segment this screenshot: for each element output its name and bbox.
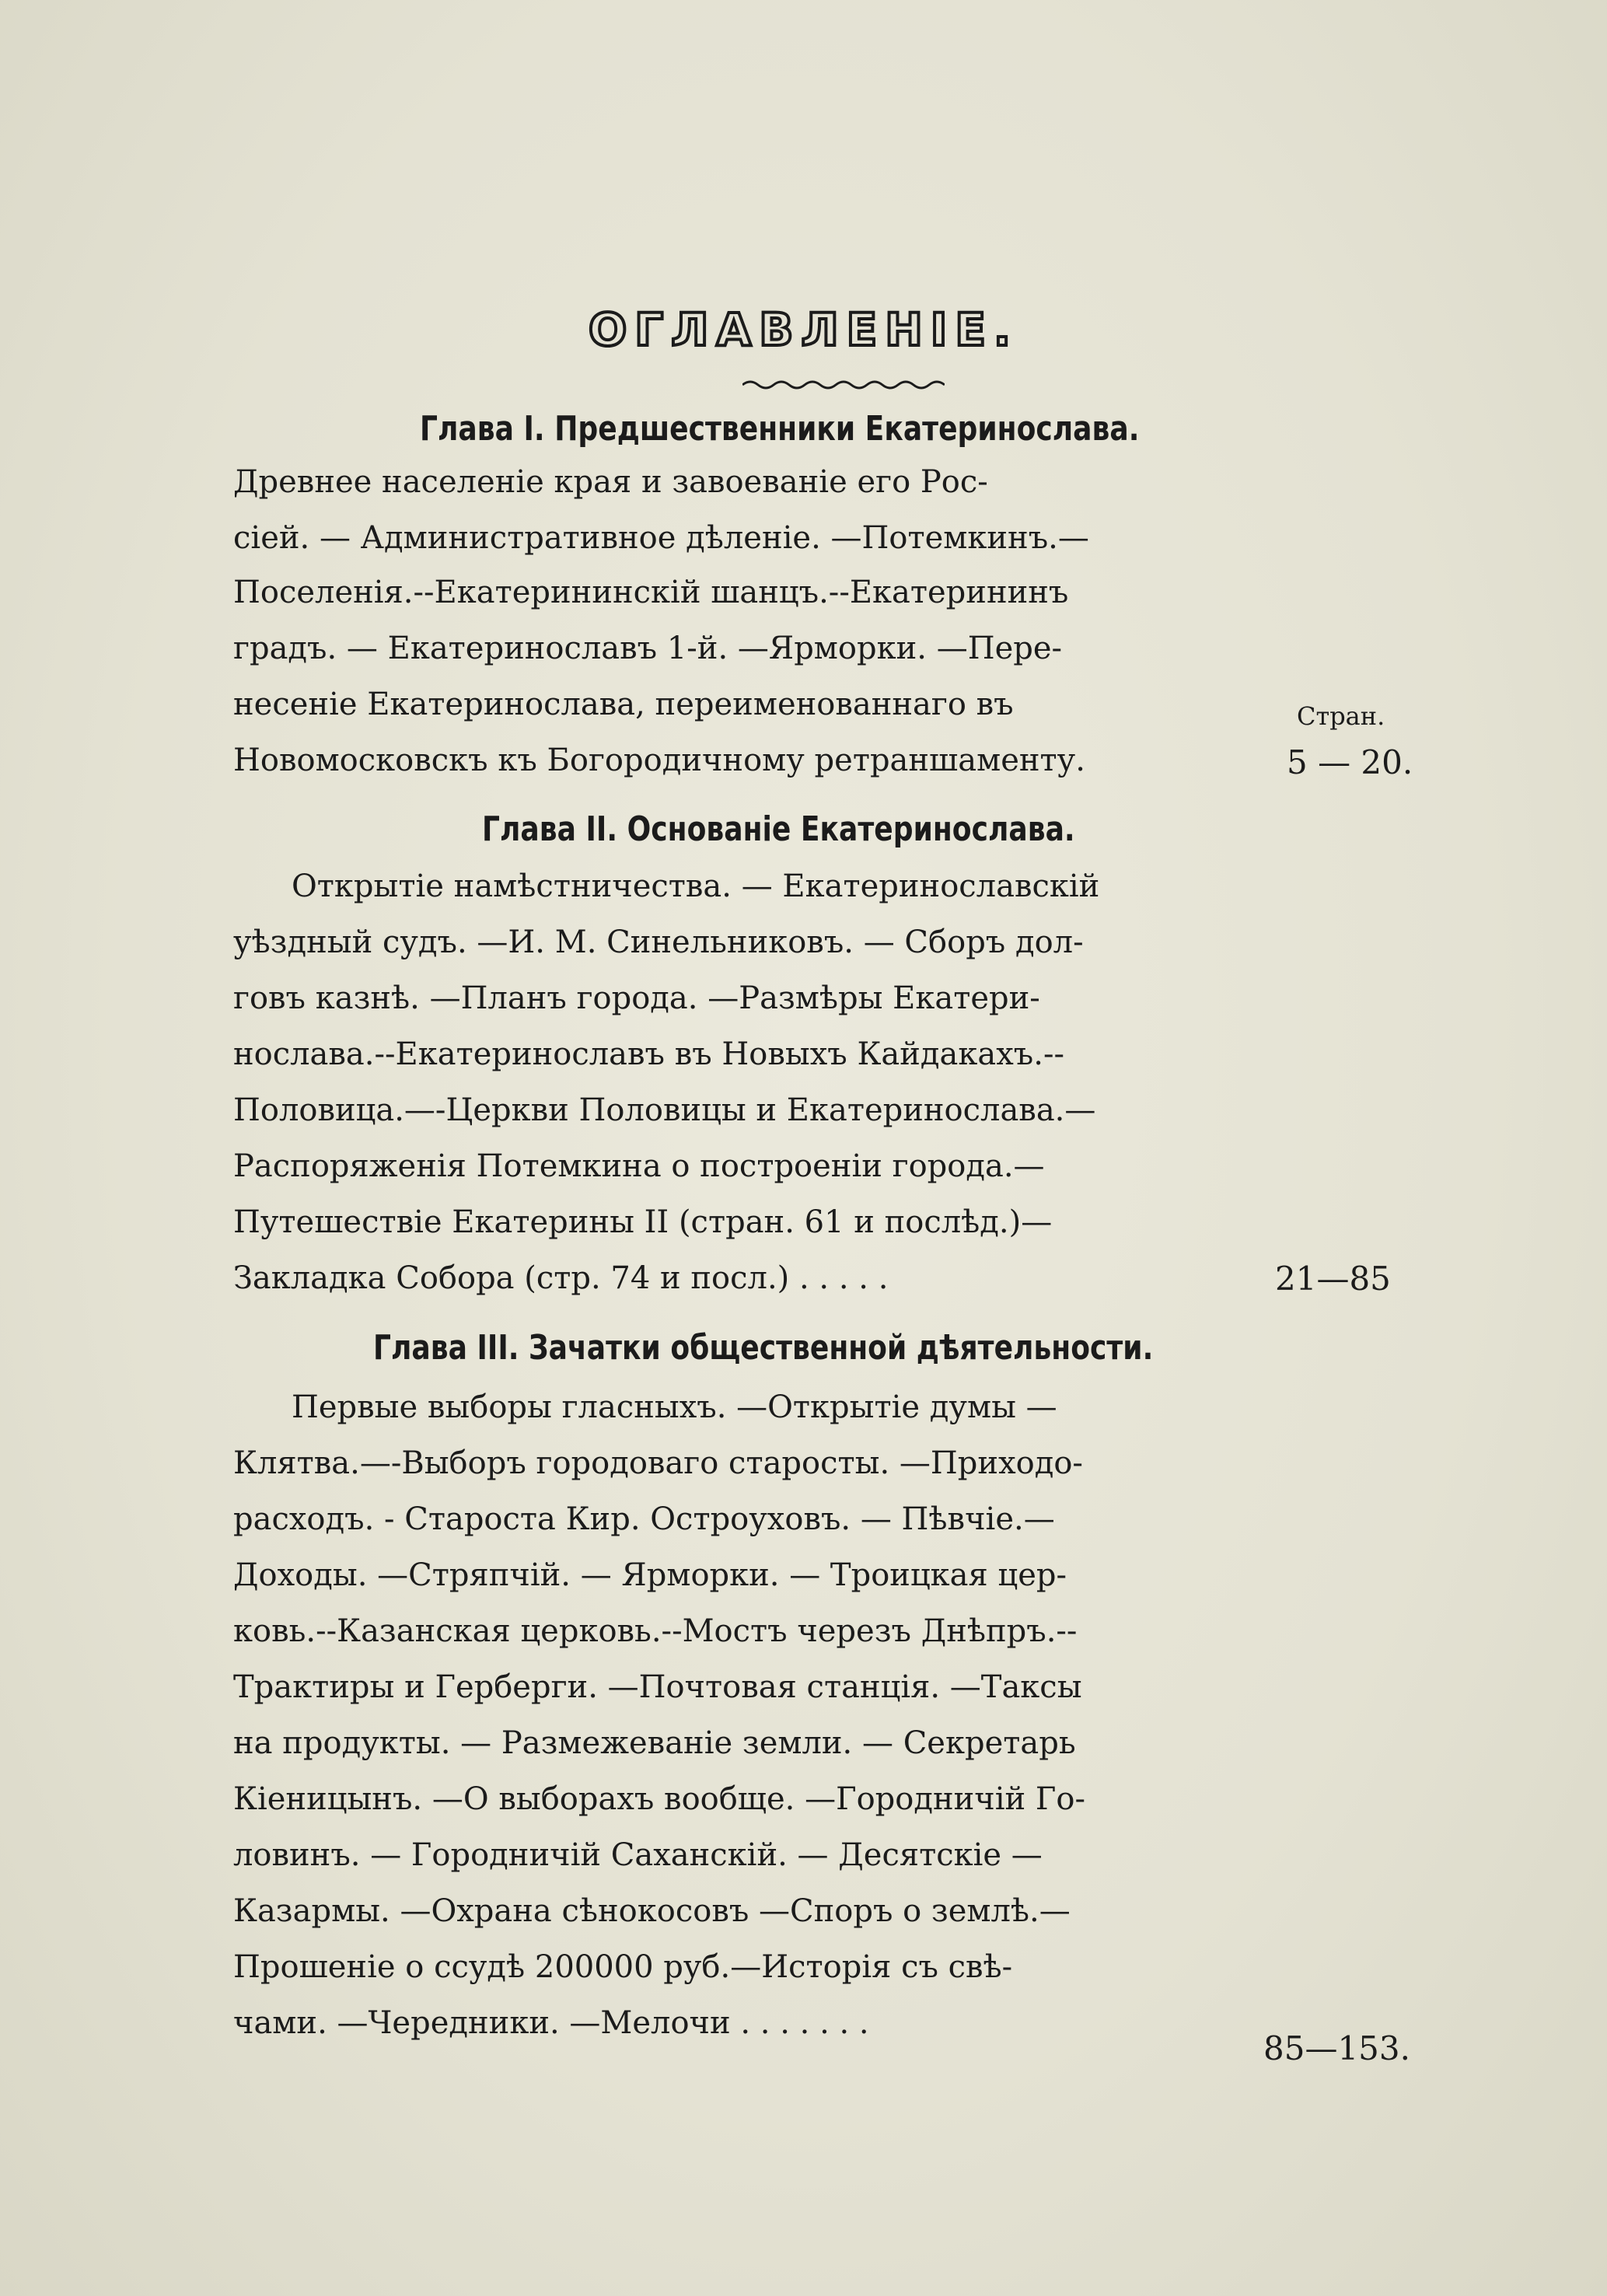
chapter-3-pages: 85—153. (1263, 2029, 1410, 2067)
chapter-3-heading: Глава III. Зачатки общественной дѣятельности. (373, 1328, 1154, 1368)
chapter-2-line-1: Открытiе намѣстничества. — Екатеринославскiй (292, 868, 1100, 904)
chapter-2-line-8: Закладка Собора (стр. 74 и посл.) . . . . . (233, 1260, 889, 1296)
chapter-3-line-5: ковь.--Казанская церковь.--Мостъ черезъ Днѣпръ.-- (233, 1613, 1078, 1649)
chapter-3-line-7: на продукты. — Размежеванiе земли. — Секретарь (233, 1725, 1076, 1761)
chapter-2-line-2: уѣздный судъ. —И. М. Синельниковъ. — Сборъ дол- (233, 924, 1084, 960)
chapter-1-line-3: Поселенiя.--Екатерининскiй шанцъ.--Екатерининъ (233, 575, 1069, 610)
chapter-3-line-11: Прошенiе о ссудѣ 200000 руб.—Исторiя съ свѣ- (233, 1949, 1013, 1985)
chapter-2-line-3: говъ казнѣ. —Планъ города. —Размѣры Екатери- (233, 980, 1040, 1016)
chapter-3-line-12: чами. —Чередники. —Мелочи . . . . . . . (233, 2005, 869, 2041)
chapter-3-line-6: Трактиры и Герберги. —Почтовая станцiя. —Таксы (233, 1669, 1082, 1705)
chapter-1-pages: 5 — 20. (1287, 743, 1413, 781)
chapter-3-line-9: ловинъ. — Городничiй Саханскiй. — Десятскiе — (233, 1837, 1043, 1873)
chapter-2-line-6: Распоряженiя Потемкина о построенiи города.— (233, 1148, 1045, 1184)
chapter-3-line-3: расходъ. - Староста Кир. Остроуховъ. — Пѣвчiе.— (233, 1501, 1055, 1537)
chapter-1-line-1: Древнее населенiе края и завоеванiе его Рос- (233, 464, 988, 500)
title-ornament-squiggle (742, 377, 945, 394)
chapter-2-heading: Глава II. Основанiе Екатеринослава. (482, 809, 1075, 849)
chapter-1-heading: Глава I. Предшественники Екатеринослава. (420, 409, 1140, 449)
chapter-1-line-6: Новомосковскъ къ Богородичному ретраншаменту. (233, 743, 1085, 778)
page-title (0, 303, 1607, 356)
chapter-3-line-1: Первые выборы гласныхъ. —Открытiе думы — (292, 1389, 1057, 1425)
chapter-3-line-4: Доходы. —Стряпчiй. — Ярморки. — Троицкая цер- (233, 1557, 1067, 1593)
chapter-2-line-7: Путешествiе Екатерины II (стран. 61 и послѣд.)— (233, 1204, 1053, 1240)
chapter-2-line-5: Половица.—-Церкви Половицы и Екатеринослава.— (233, 1092, 1096, 1128)
chapter-1-line-4: градъ. — Екатеринославъ 1-й. —Ярморки. —Пере- (233, 631, 1063, 666)
chapter-2-pages: 21—85 (1275, 1260, 1391, 1298)
page-title-text: ОГЛАВЛЕНIЕ. (588, 303, 1019, 356)
chapter-1-pages-label: Стран. (1297, 701, 1385, 731)
chapter-3-line-8: Кiеницынъ. —О выборахъ вообще. —Городничiй Го- (233, 1781, 1085, 1817)
chapter-3-line-10: Казармы. —Охрана сѣнокосовъ —Споръ о землѣ.— (233, 1893, 1071, 1929)
chapter-3-line-2: Клятва.—-Выборъ городоваго старосты. —Приходо- (233, 1445, 1083, 1481)
chapter-1-line-5: несенiе Екатеринослава, переименованнаго въ (233, 687, 1014, 722)
chapter-1-line-2: сiей. — Административное дѣленiе. —Потемкинъ.— (233, 520, 1089, 556)
chapter-2-line-4: нослава.--Екатеринославъ въ Новыхъ Кайдакахъ.-- (233, 1036, 1064, 1072)
